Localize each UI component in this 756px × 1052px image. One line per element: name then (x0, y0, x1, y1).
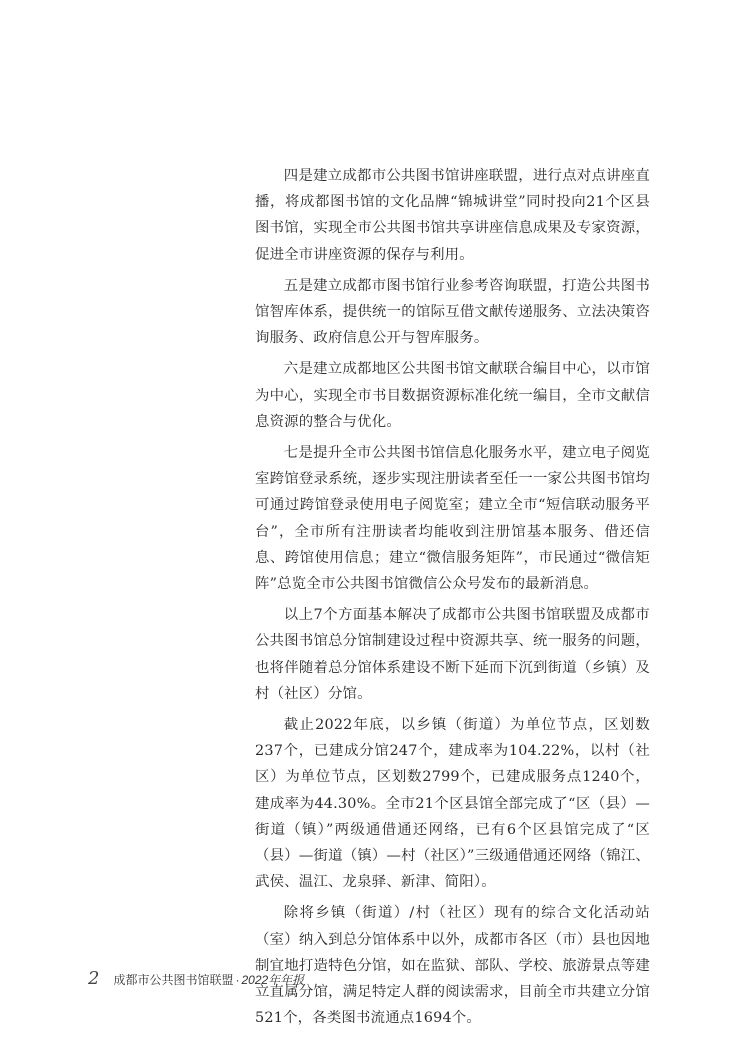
paragraph-special-branches: 除将乡镇（街道）/村（社区）现有的综合文化活动站（室）纳入到总分馆体系中以外，成都市各区（市）县也因地制宜地打造特色分馆，如在监狱、部队、学校、旅游景点等建立直属分馆，满足特定人群的阅读需求，目前全市共建立分馆521个，各类图书流通点1694个。 (255, 905, 650, 1027)
body-text (255, 163, 650, 1037)
paragraph-cataloging-center: 六是建立成都地区公共图书馆文献联合编目中心，以市馆为中心，实现全市书目数据资源标准化统一编目，全市文献信息资源的整合与优化。 (255, 361, 650, 430)
page-number: 2 (88, 968, 100, 989)
paragraph-statistics: 截止2022年底，以乡镇（街道）为单位节点，区划数237个，已建成分馆247个，建成率为104.22%，以村（社区）为单位节点，区划数2799个，已建成服务点1240个，建成率为44.30%。全市21个区县馆全部完成了“区（县）—街道（镇）”两级通借通还网络，已有6个区县馆完成了“区（县）—街道（镇）—村（社区）”三级通借通还网络（锦江、武侯、温江、龙泉驿、新津、简阳）。 (255, 717, 650, 891)
paragraph-informatization: 七是提升全市公共图书馆信息化服务水平，建立电子阅览室跨馆登录系统，逐步实现注册读者至任一一家公共图书馆均可通过跨馆登录使用电子阅览室；建立全市“短信联动服务平台”，全市所有注册读者均能收到注册馆基本服务、借还信息、跨馆使用信息；建立“微信服务矩阵”，市民通过“微信矩阵”总览全市公共图书馆微信公众号发布的最新消息。 (255, 445, 650, 593)
page-footer (88, 968, 304, 989)
footer-title: 成都市公共图书馆联盟 (113, 973, 234, 987)
paragraph-summary: 以上7个方面基本解决了成都市公共图书馆联盟及成都市公共图书馆总分馆制建设过程中资源共享、统一服务的问题，也将伴随着总分馆体系建设不断下延而下沉到街道（乡镇）及村（社区）分馆。 (255, 607, 650, 702)
footer-separator: · (235, 973, 240, 987)
footer-year: 2022年年报 (241, 973, 305, 987)
paragraph-lecture-alliance: 四是建立成都市公共图书馆讲座联盟，进行点对点讲座直播，将成都图书馆的文化品牌“锦城讲堂”同时投向21个区县图书馆，实现全市公共图书馆共享讲座信息成果及专家资源，促进全市讲座资源的保存与利用。 (255, 168, 650, 263)
paragraph-reference-alliance: 五是建立成都市图书馆行业参考咨询联盟，打造公共图书馆智库体系，提供统一的馆际互借文献传递服务、立法决策咨询服务、政府信息公开与智库服务。 (255, 277, 650, 347)
